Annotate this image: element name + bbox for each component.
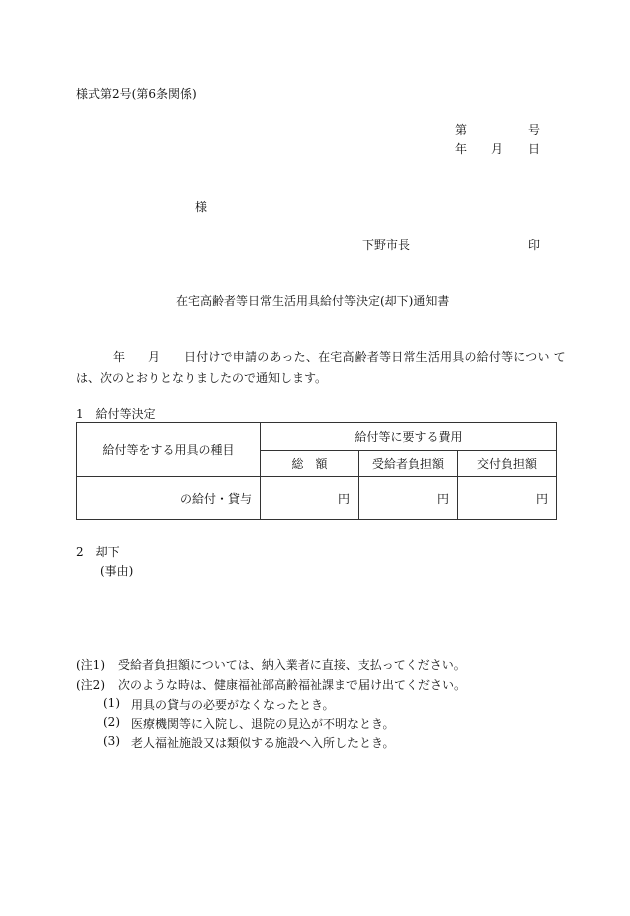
seal-mark: 印 bbox=[528, 238, 541, 252]
sender-title: 下野市長 bbox=[362, 238, 411, 252]
form-number: 様式第2号(第6条関係) bbox=[76, 87, 197, 101]
section2-reason: (事由) bbox=[100, 564, 134, 578]
addressee-honorific: 様 bbox=[195, 200, 208, 214]
note2-label: (注2) bbox=[76, 678, 105, 692]
date-day: 日 bbox=[528, 142, 541, 156]
col-header-cost: 給付等に要する費用 bbox=[261, 423, 557, 451]
note-item-number: (1) bbox=[103, 696, 120, 710]
note-item-text: 用具の貸与の必要がなくなったとき。 bbox=[131, 698, 335, 712]
note2-text: 次のような時は、健康福祉部高齢福祉課まで届け出てください。 bbox=[118, 678, 467, 692]
note-item-text: 老人福祉施設又は類似する施設へ入所したとき。 bbox=[131, 736, 395, 750]
note-item-number: (2) bbox=[103, 715, 120, 729]
note1-label: (注1) bbox=[76, 658, 105, 672]
row-item-label: の給付・貸与 bbox=[77, 477, 261, 520]
doc-number-suffix: 号 bbox=[528, 123, 541, 137]
col-header-grant: 交付負担額 bbox=[458, 451, 557, 477]
note1-text: 受給者負担額については、納入業者に直接、支払ってください。 bbox=[118, 658, 466, 672]
body-line2: は、次のとおりとなりましたので通知します。 bbox=[76, 371, 328, 385]
document-title: 在宅高齢者等日常生活用具給付等決定(却下)通知書 bbox=[176, 294, 450, 308]
body-year: 年 bbox=[113, 350, 126, 364]
cell-total-yen: 円 bbox=[261, 477, 359, 520]
body-month: 月 bbox=[148, 350, 161, 364]
cell-recipient-yen: 円 bbox=[359, 477, 458, 520]
body-line1: 日付けで申請のあった、在宅高齢者等日常生活用具の給付等につい て bbox=[184, 350, 566, 364]
date-month: 月 bbox=[491, 142, 504, 156]
cell-grant-yen: 円 bbox=[458, 477, 557, 520]
section2-heading: 2 却下 bbox=[76, 545, 120, 559]
doc-number-prefix: 第 bbox=[455, 123, 468, 137]
col-header-item: 給付等をする用具の種目 bbox=[77, 423, 261, 477]
benefit-table bbox=[76, 422, 557, 520]
col-header-recipient: 受給者負担額 bbox=[359, 451, 458, 477]
date-year: 年 bbox=[455, 142, 468, 156]
section1-heading: 1 給付等決定 bbox=[76, 407, 156, 421]
note-item-text: 医療機関等に入院し、退院の見込が不明なとき。 bbox=[131, 717, 395, 731]
col-header-total: 総 額 bbox=[261, 451, 359, 477]
note-item-number: (3) bbox=[103, 734, 120, 748]
